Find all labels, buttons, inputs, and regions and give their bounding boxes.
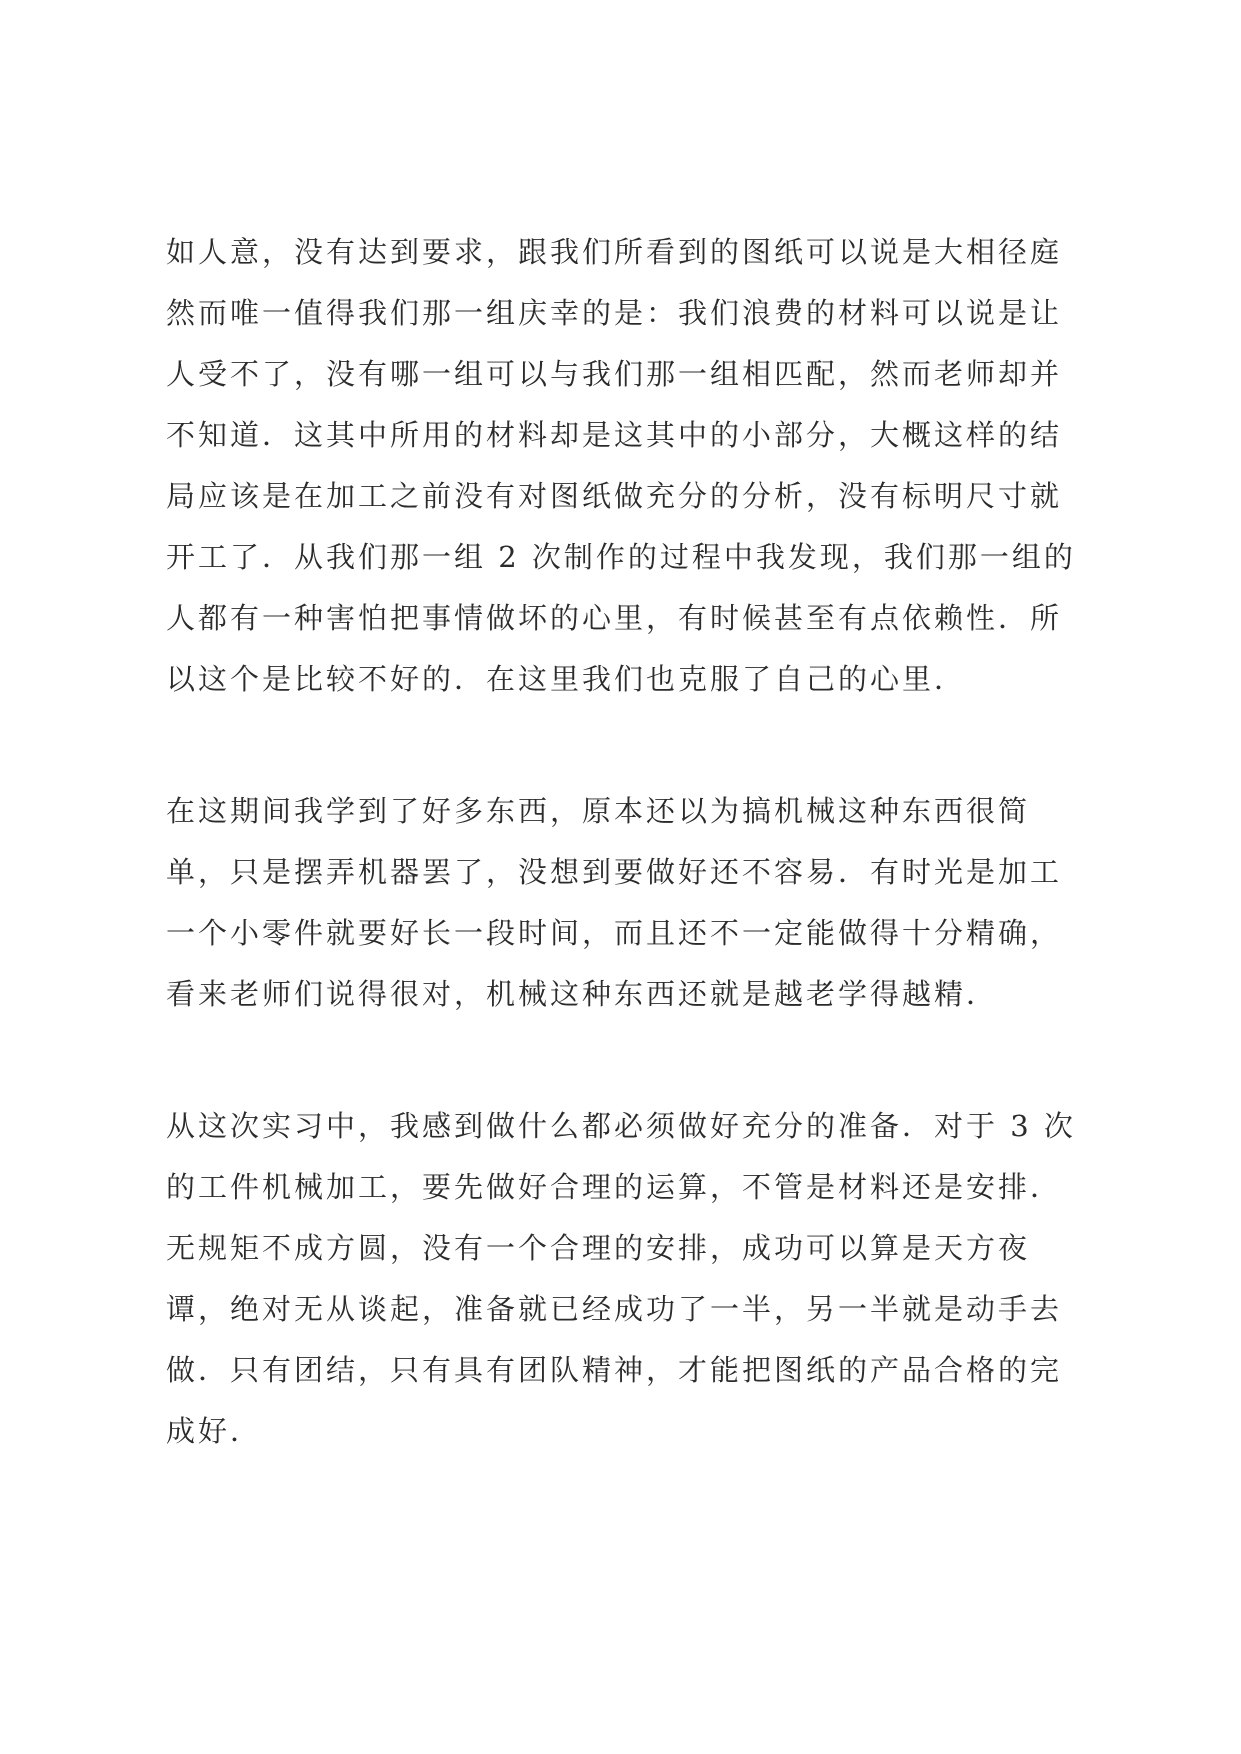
- text-line: 看来老师们说得很对，机械这种东西还就是越老学得越精．: [166, 977, 999, 1011]
- document-body: [166, 222, 1101, 1462]
- text-line: 局应该是在加工之前没有对图纸做充分的分析，没有标明尺寸就: [166, 479, 1063, 513]
- text-line: 单，只是摆弄机器罢了，没想到要做好还不容易．有时光是加工: [166, 855, 1063, 889]
- paragraph-2: [166, 781, 1101, 1025]
- text-line: 在这期间我学到了好多东西，原本还以为搞机械这种东西很简: [166, 794, 1031, 828]
- text-line: 成好．: [166, 1414, 263, 1448]
- text-line: 然而唯一值得我们那一组庆幸的是：我们浪费的材料可以说是让: [166, 296, 1063, 330]
- text-line: 的工件机械加工，要先做好合理的运算，不管是材料还是安排．: [166, 1170, 1063, 1204]
- text-line: 人都有一种害怕把事情做坏的心里，有时候甚至有点依赖性．所: [166, 601, 1063, 635]
- text-line: 一个小零件就要好长一段时间，而且还不一定能做得十分精确，: [166, 916, 1063, 950]
- paragraph-1: [166, 222, 1101, 710]
- text-line: 无规矩不成方圆，没有一个合理的安排，成功可以算是天方夜: [166, 1231, 1031, 1265]
- text-line: 以这个是比较不好的．在这里我们也克服了自己的心里．: [166, 662, 967, 696]
- text-line: 谭，绝对无从谈起，准备就已经成功了一半，另一半就是动手去: [166, 1292, 1063, 1326]
- text-line: 做．只有团结，只有具有团队精神，才能把图纸的产品合格的完: [166, 1353, 1063, 1387]
- text-line: 如人意，没有达到要求，跟我们所看到的图纸可以说是大相径庭: [166, 235, 1063, 269]
- paragraph-3: [166, 1096, 1101, 1462]
- text-line: 人受不了，没有哪一组可以与我们那一组相匹配，然而老师却并: [166, 357, 1063, 391]
- text-line: 从这次实习中，我感到做什么都必须做好充分的准备．对于 3 次: [166, 1109, 1076, 1143]
- text-line: 不知道．这其中所用的材料却是这其中的小部分，大概这样的结: [166, 418, 1063, 452]
- text-line: 开工了．从我们那一组 2 次制作的过程中我发现，我们那一组的: [166, 540, 1076, 574]
